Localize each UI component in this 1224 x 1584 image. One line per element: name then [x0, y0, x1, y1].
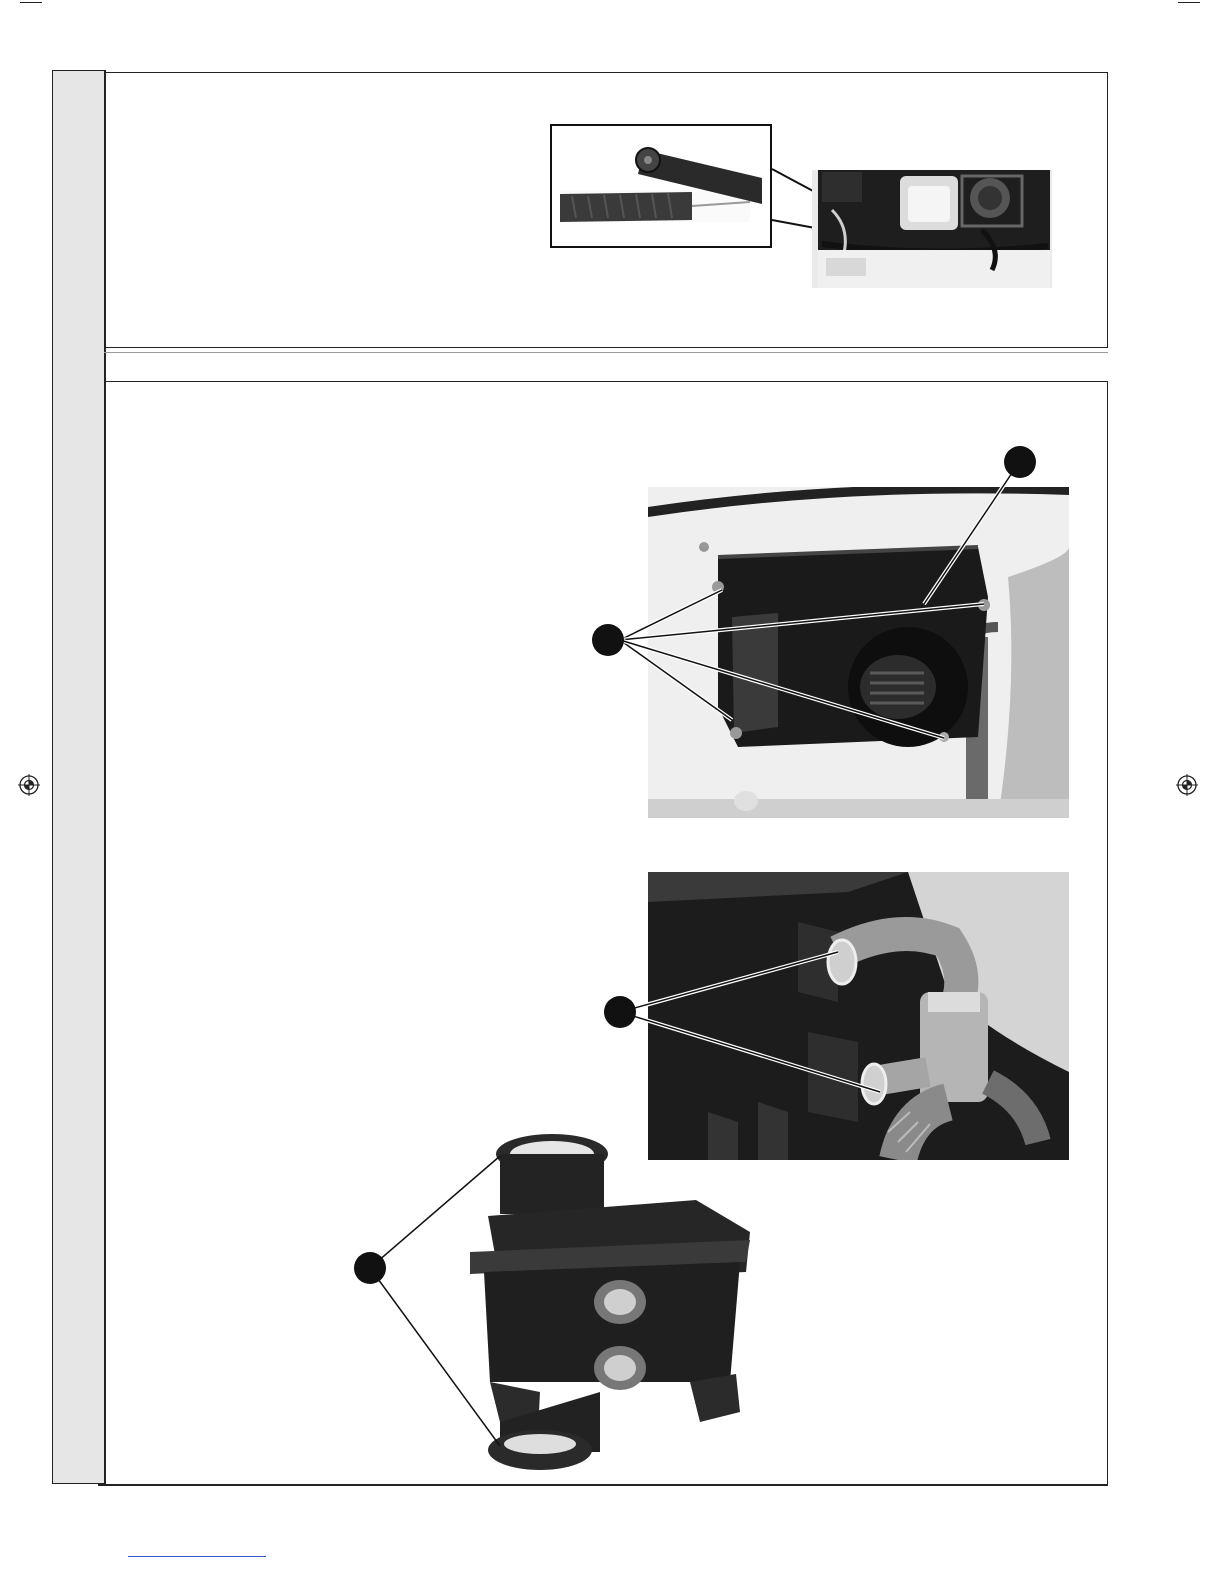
- bottom-rule: [98, 1484, 1108, 1486]
- callout-seals: [354, 1252, 386, 1284]
- callout-top: [1004, 446, 1036, 478]
- callout-screws: [592, 624, 624, 656]
- footer-underline: [128, 1556, 266, 1557]
- callout-clips: [604, 996, 636, 1028]
